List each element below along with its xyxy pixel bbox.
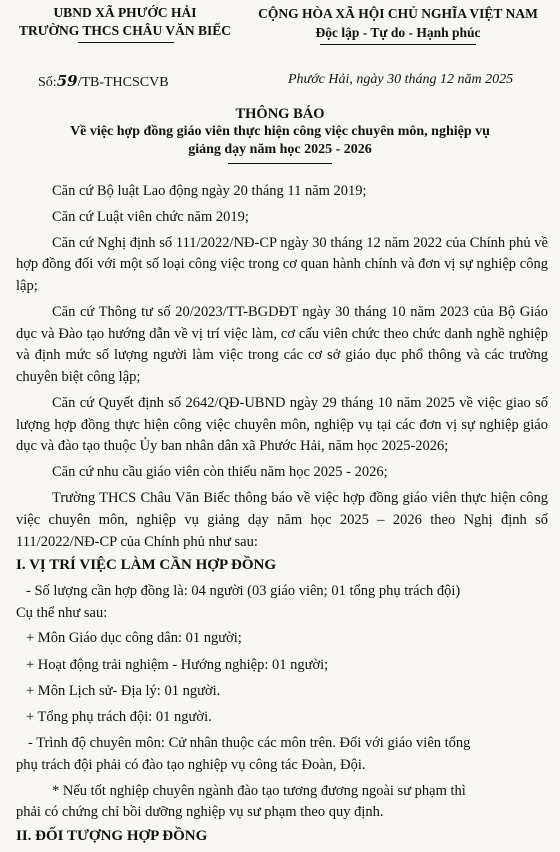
national-motto: Độc lập - Tự do - Hạnh phúc bbox=[315, 25, 481, 40]
detail-label: Cụ thể như sau: bbox=[16, 604, 108, 621]
legal-basis-item: Căn cứ nhu cầu giáo viên còn thiếu năm học 2025 - 2026; bbox=[52, 464, 388, 481]
quantity-line: - Số lượng cần hợp đồng là: 04 người (03 giáo viên; 01 tổng phụ trách đội) bbox=[26, 583, 461, 600]
place-date: Phước Hải, ngày 30 tháng 12 năm 2025 bbox=[288, 72, 514, 87]
document-number-suffix: /TB-THCSCVB bbox=[77, 75, 169, 90]
document-subject-line-1: Về việc hợp đồng giáo viên thực hiện công việc chuyên môn, nghiệp vụ bbox=[70, 124, 490, 139]
title-underline bbox=[228, 163, 332, 164]
legal-basis-item: Căn cứ Luật viên chức năm 2019; bbox=[52, 208, 249, 225]
national-name: CỘNG HÒA XÃ HỘI CHỦ NGHĨA VIỆT NAM bbox=[258, 6, 538, 21]
section-heading-1: I. VỊ TRÍ VIỆC LÀM CẦN HỢP ĐỒNG bbox=[16, 557, 277, 574]
announcement-intro: Trường THCS Châu Văn Biếc thông báo về việc hợp đồng giáo viên thực hiện công việc chuyên môn, nghiệp vụ giảng dạy năm học 2025 – 2026 theo Nghị định số 111/2022/NĐ-CP của Chính phủ như sau: bbox=[16, 490, 548, 550]
note-line-1: * Nếu tốt nghiệp chuyên ngành đào tạo tương đương ngoài sư phạm thì bbox=[52, 782, 466, 799]
position-item: + Tổng phụ trách đội: 01 người. bbox=[26, 709, 212, 726]
position-item: + Môn Lịch sử- Địa lý: 01 người. bbox=[26, 682, 221, 699]
document-title: THÔNG BÁO bbox=[235, 106, 325, 122]
section-heading-2: II. ĐỐI TƯỢNG HỢP ĐỒNG bbox=[16, 828, 208, 845]
document-number bbox=[38, 72, 169, 91]
issuer-underline bbox=[78, 42, 174, 43]
legal-basis-item: Căn cứ Quyết định số 2642/QĐ-UBND ngày 29 tháng 10 năm 2025 về việc giao số lượng hợp đồng thực hiện công việc chuyên môn, nghiệp vụ tại các đơn vị sự nghiệp giáo dục và đào tạo thuộc Ủy ban nhân dân xã Phước Hải, năm học 2025-2026; bbox=[16, 395, 548, 455]
national-motto-block bbox=[236, 4, 560, 42]
document-number-prefix: Số: bbox=[38, 75, 57, 90]
document-number-value: 59 bbox=[56, 72, 78, 90]
document-body bbox=[16, 181, 548, 852]
legal-basis-item: Căn cứ Thông tư số 20/2023/TT-BGDĐT ngày 30 tháng 10 năm 2023 của Bộ Giáo dục và Đào tạo hướng dẫn về vị trí việc làm, cơ cấu viên chức theo chức danh nghề nghiệp và định mức số lượng người làm việc trong các cơ sở giáo dục phổ thông và các trường chuyên biệt công lập; bbox=[16, 304, 548, 386]
position-item: + Môn Giáo dục công dân: 01 người; bbox=[26, 630, 242, 647]
qualification-line-2: phụ trách đội phải có đào tạo nghiệp vụ công tác Đoàn, Đội. bbox=[16, 757, 366, 773]
document-subject-line-2: giảng dạy năm học 2025 - 2026 bbox=[188, 142, 372, 157]
issuer-block bbox=[10, 4, 240, 40]
legal-basis-item: Căn cứ Bộ luật Lao động ngày 20 tháng 11 năm 2019; bbox=[52, 183, 367, 199]
motto-underline bbox=[320, 44, 476, 45]
qualification-line-1: - Trình độ chuyên môn: Cử nhân thuộc các môn trên. Đối với giáo viên tổng bbox=[28, 735, 471, 752]
issuer-line-1: UBND XÃ PHƯỚC HẢI bbox=[53, 5, 197, 20]
position-item: + Hoạt động trải nghiệm - Hướng nghiệp: 01 người; bbox=[26, 656, 329, 673]
legal-basis-item: Căn cứ Nghị định số 111/2022/NĐ-CP ngày 30 tháng 12 năm 2022 của Chính phủ về hợp đồng đối với một số loại công việc trong cơ quan hành chính và đơn vị sự nghiệp công lập; bbox=[16, 234, 548, 295]
issuer-line-2: TRƯỜNG THCS CHÂU VĂN BIẾC bbox=[18, 23, 232, 38]
note-line-2: phải có chứng chỉ bồi dưỡng nghiệp vụ sư phạm theo quy định. bbox=[16, 804, 384, 821]
